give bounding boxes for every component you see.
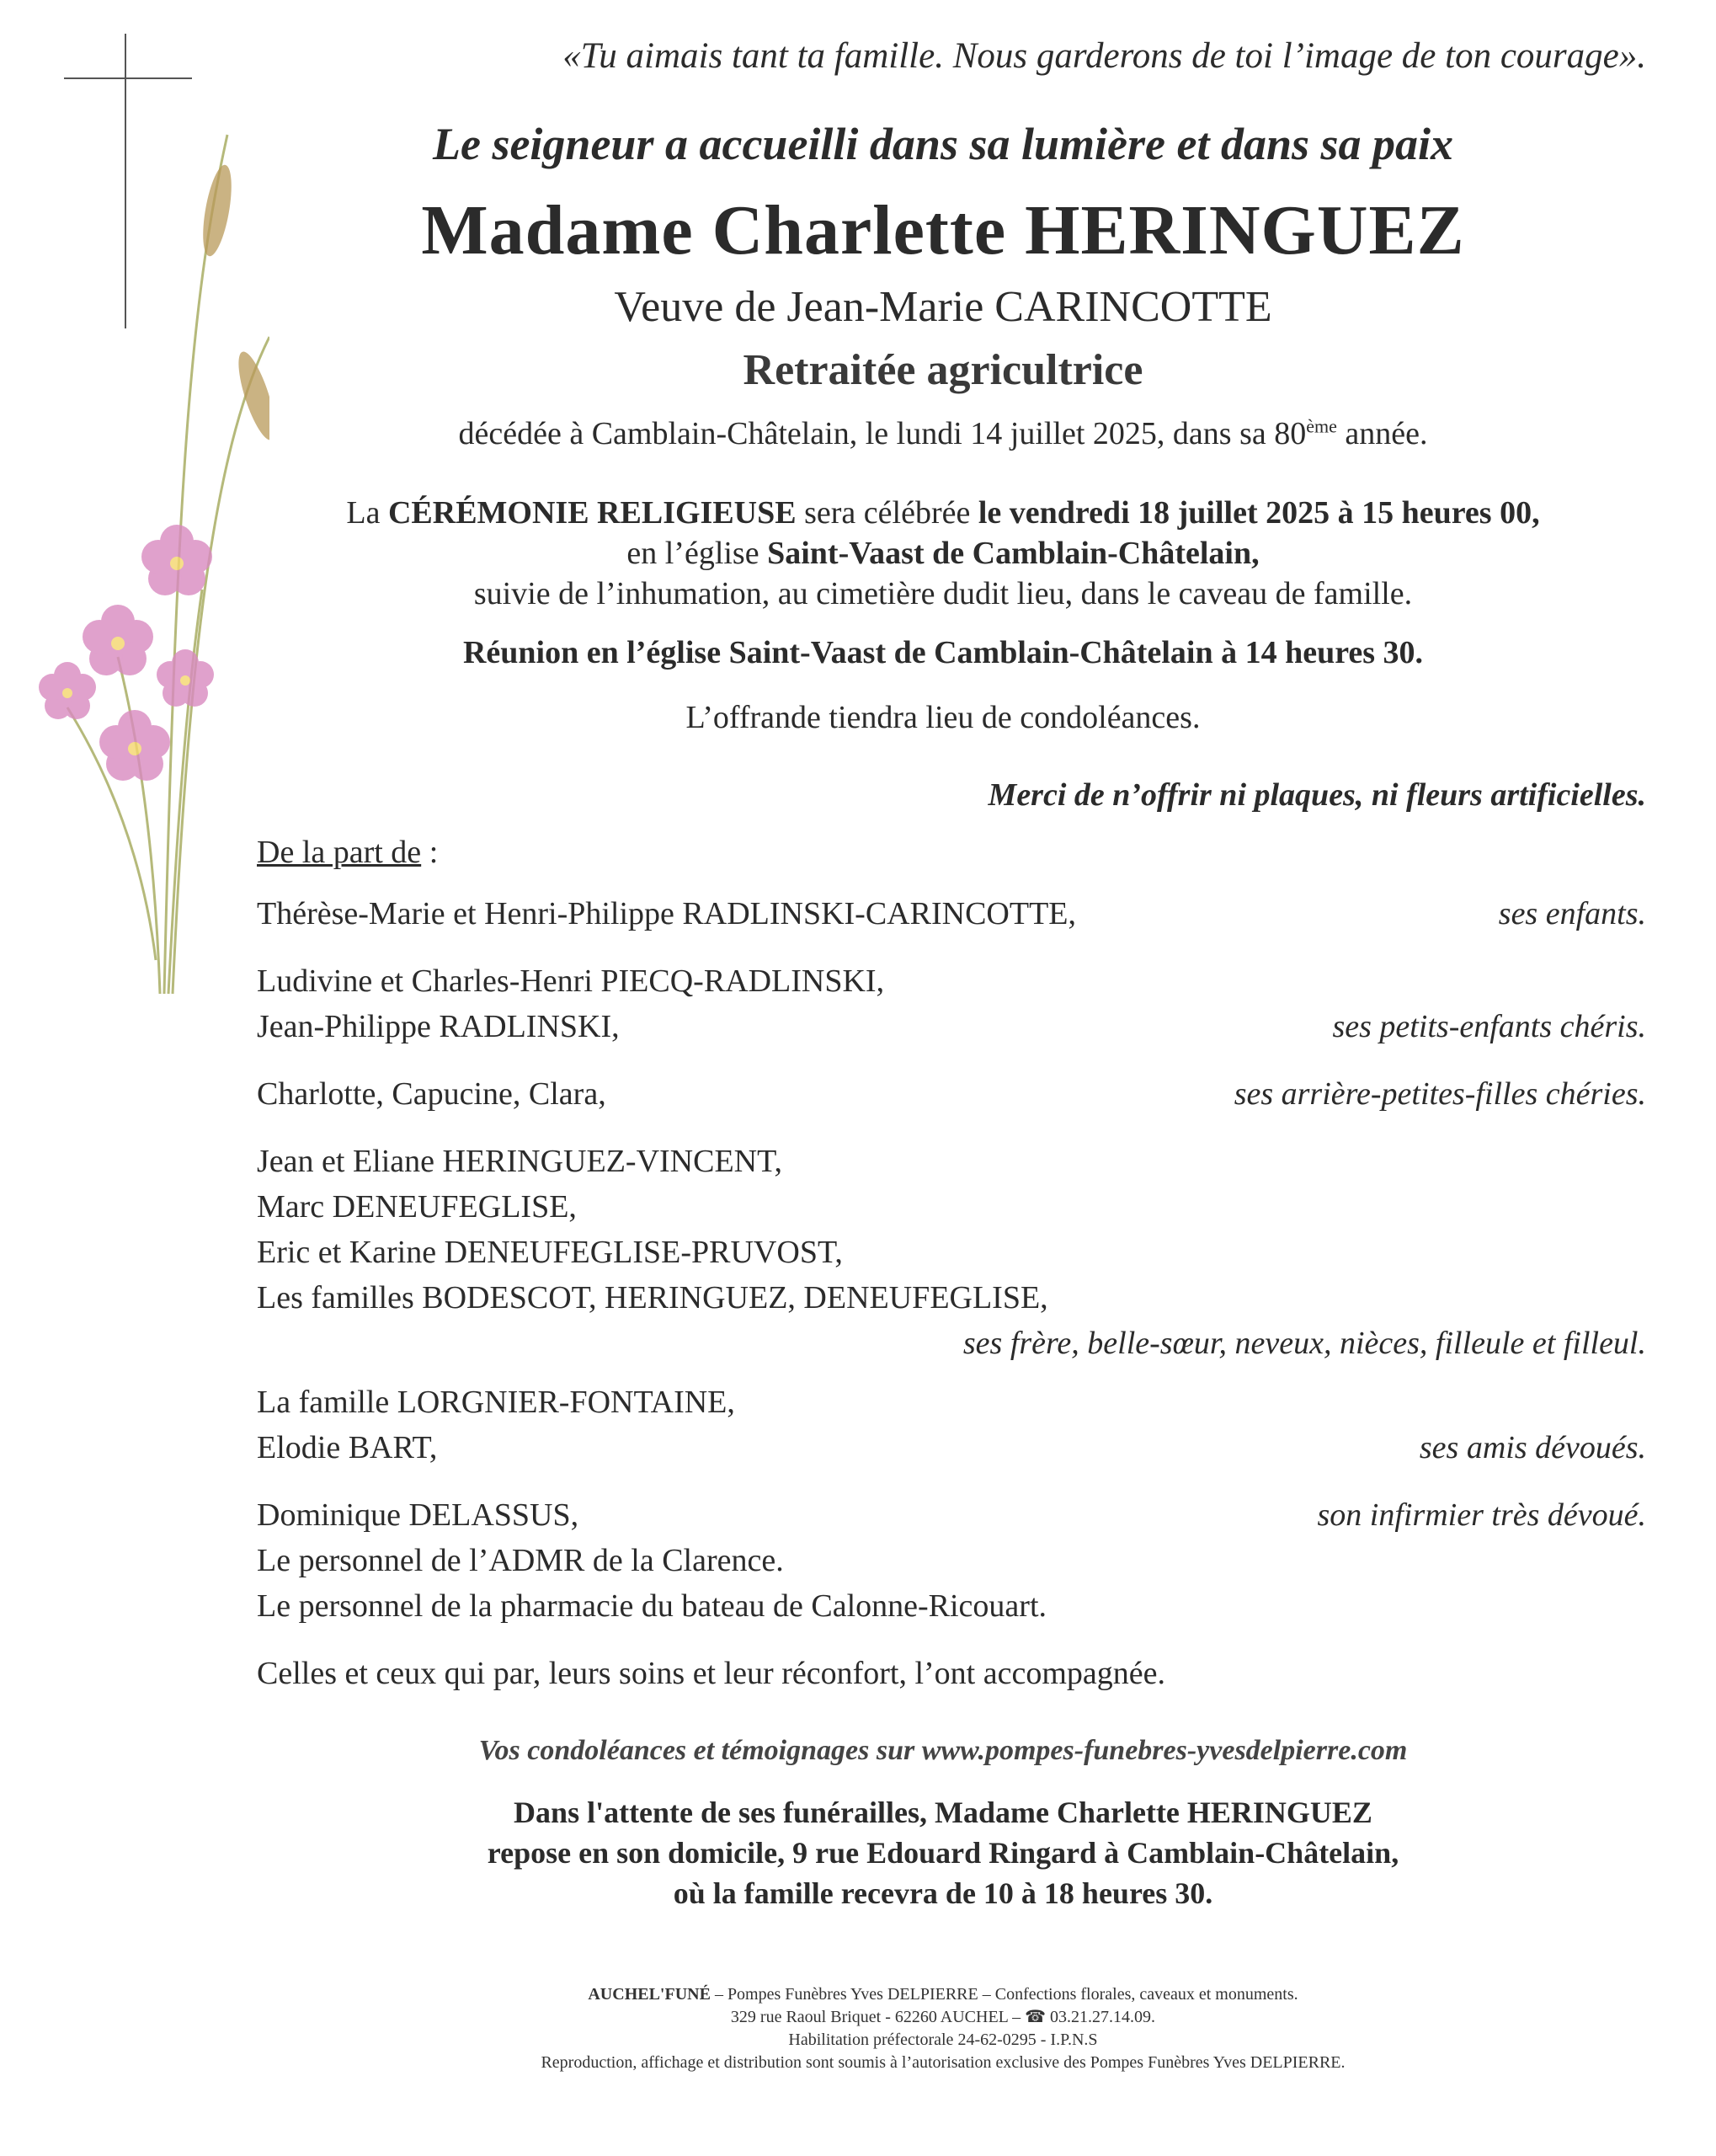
closing-thanks: Celles et ceux qui par, leurs soins et leur réconfort, l’ont accompagnée. [257,1656,1165,1691]
offering-info: L’offrande tiendra lieu de condoléances. [685,700,1201,735]
cross-horizontal-bar [64,77,192,79]
family-group-children: Thérèse-Marie et Henri-Philippe RADLINSKI-CARINCOTTE, ses enfants. [257,896,1646,931]
deceased-name: Madame Charlette HERINGUEZ [421,191,1465,270]
ceremony-details: La CÉRÉMONIE RELIGIEUSE sera célébrée le vendredi 18 juillet 2025 à 15 heures 00, en l’église Saint-Vaast de Camblain-Châtelain, suivie de l’inhumation, au cimetière dudit lieu, dans le caveau de famille. [346,495,1540,611]
family-group-grandchildren: Ludivine et Charles-Henri PIECQ-RADLINSKI, Jean-Philippe RADLINSKI, ses petits-enfants chéris. [257,963,1646,1044]
quote: «Tu aimais tant ta famille. Nous garderons de toi l’image de ton courage». [562,36,1646,76]
widow-of: Veuve de Jean-Marie CARINCOTTE [614,283,1272,331]
family-group-friends: La famille LORGNIER-FONTAINE, Elodie BART, ses amis dévoués. [257,1385,1646,1465]
condolences-website: Vos condoléances et témoignages sur www.pompes-funebres-yvesdelpierre.com [478,1735,1408,1766]
profession: Retraitée agricultrice [743,346,1143,394]
announcement-intro: Le seigneur a accueilli dans sa lumière et dans sa paix [432,119,1454,169]
flower-icon [141,525,212,595]
flower-icon [99,710,170,781]
no-flowers-request: Merci de n’offrir ni plaques, ni fleurs artificielles. [988,777,1646,813]
meeting-info: Réunion en l’église Saint-Vaast de Camblain-Châtelain à 14 heures 30. [462,635,1424,670]
flower-icon [157,649,214,707]
flower-icon [83,605,153,675]
family-group-great-granddaughters: Charlotte, Capucine, Clara, ses arrière-petites-filles chéries. [257,1076,1646,1112]
family-group-siblings: Jean et Eliane HERINGUEZ-VINCENT, Marc DENEUFEGLISE, Eric et Karine DENEUFEGLISE-PRUVOST, Les familles BODESCOT, HERINGUEZ, DENEUFEGLISE, ses frère, belle-sœur, neveux, nièces, filleule et filleul. [257,1144,1646,1361]
wheat-ear-icon [198,163,237,258]
flower-icon [39,662,96,719]
death-details: décédée à Camblain-Châtelain, le lundi 14 juillet 2025, dans sa 80ème année. [458,415,1428,451]
from-heading: De la part de : [257,835,439,870]
visitation-info: Dans l'attente de ses funérailles, Madame Charlette HERINGUEZ repose en son domicile, 9 rue Edouard Ringard à Camblain-Châtelain, où la famille recevra de 10 à 18 heures 30. [487,1796,1399,1910]
floral-wheat-illustration [17,118,269,1011]
family-group-caregivers: Dominique DELASSUS, son infirmier très dévoué. Le personnel de l’ADMR de la Clarence. Le personnel de la pharmacie du bateau de Calonne-Ricouart. [257,1497,1646,1624]
funeral-home-footer: AUCHEL'FUNÉ – Pompes Funèbres Yves DELPIERRE – Confections florales, caveaux et monuments. 329 rue Raoul Briquet - 62260 AUCHEL – ☎ 03.21.27.14.09. Habilitation préfectorale 24-62-0295 - I.P.N.S Reproduction, affichage et distribution sont soumis à l’autorisation exclusive des Pompes Funèbres Yves DELPIERRE. [541,1985,1346,2072]
